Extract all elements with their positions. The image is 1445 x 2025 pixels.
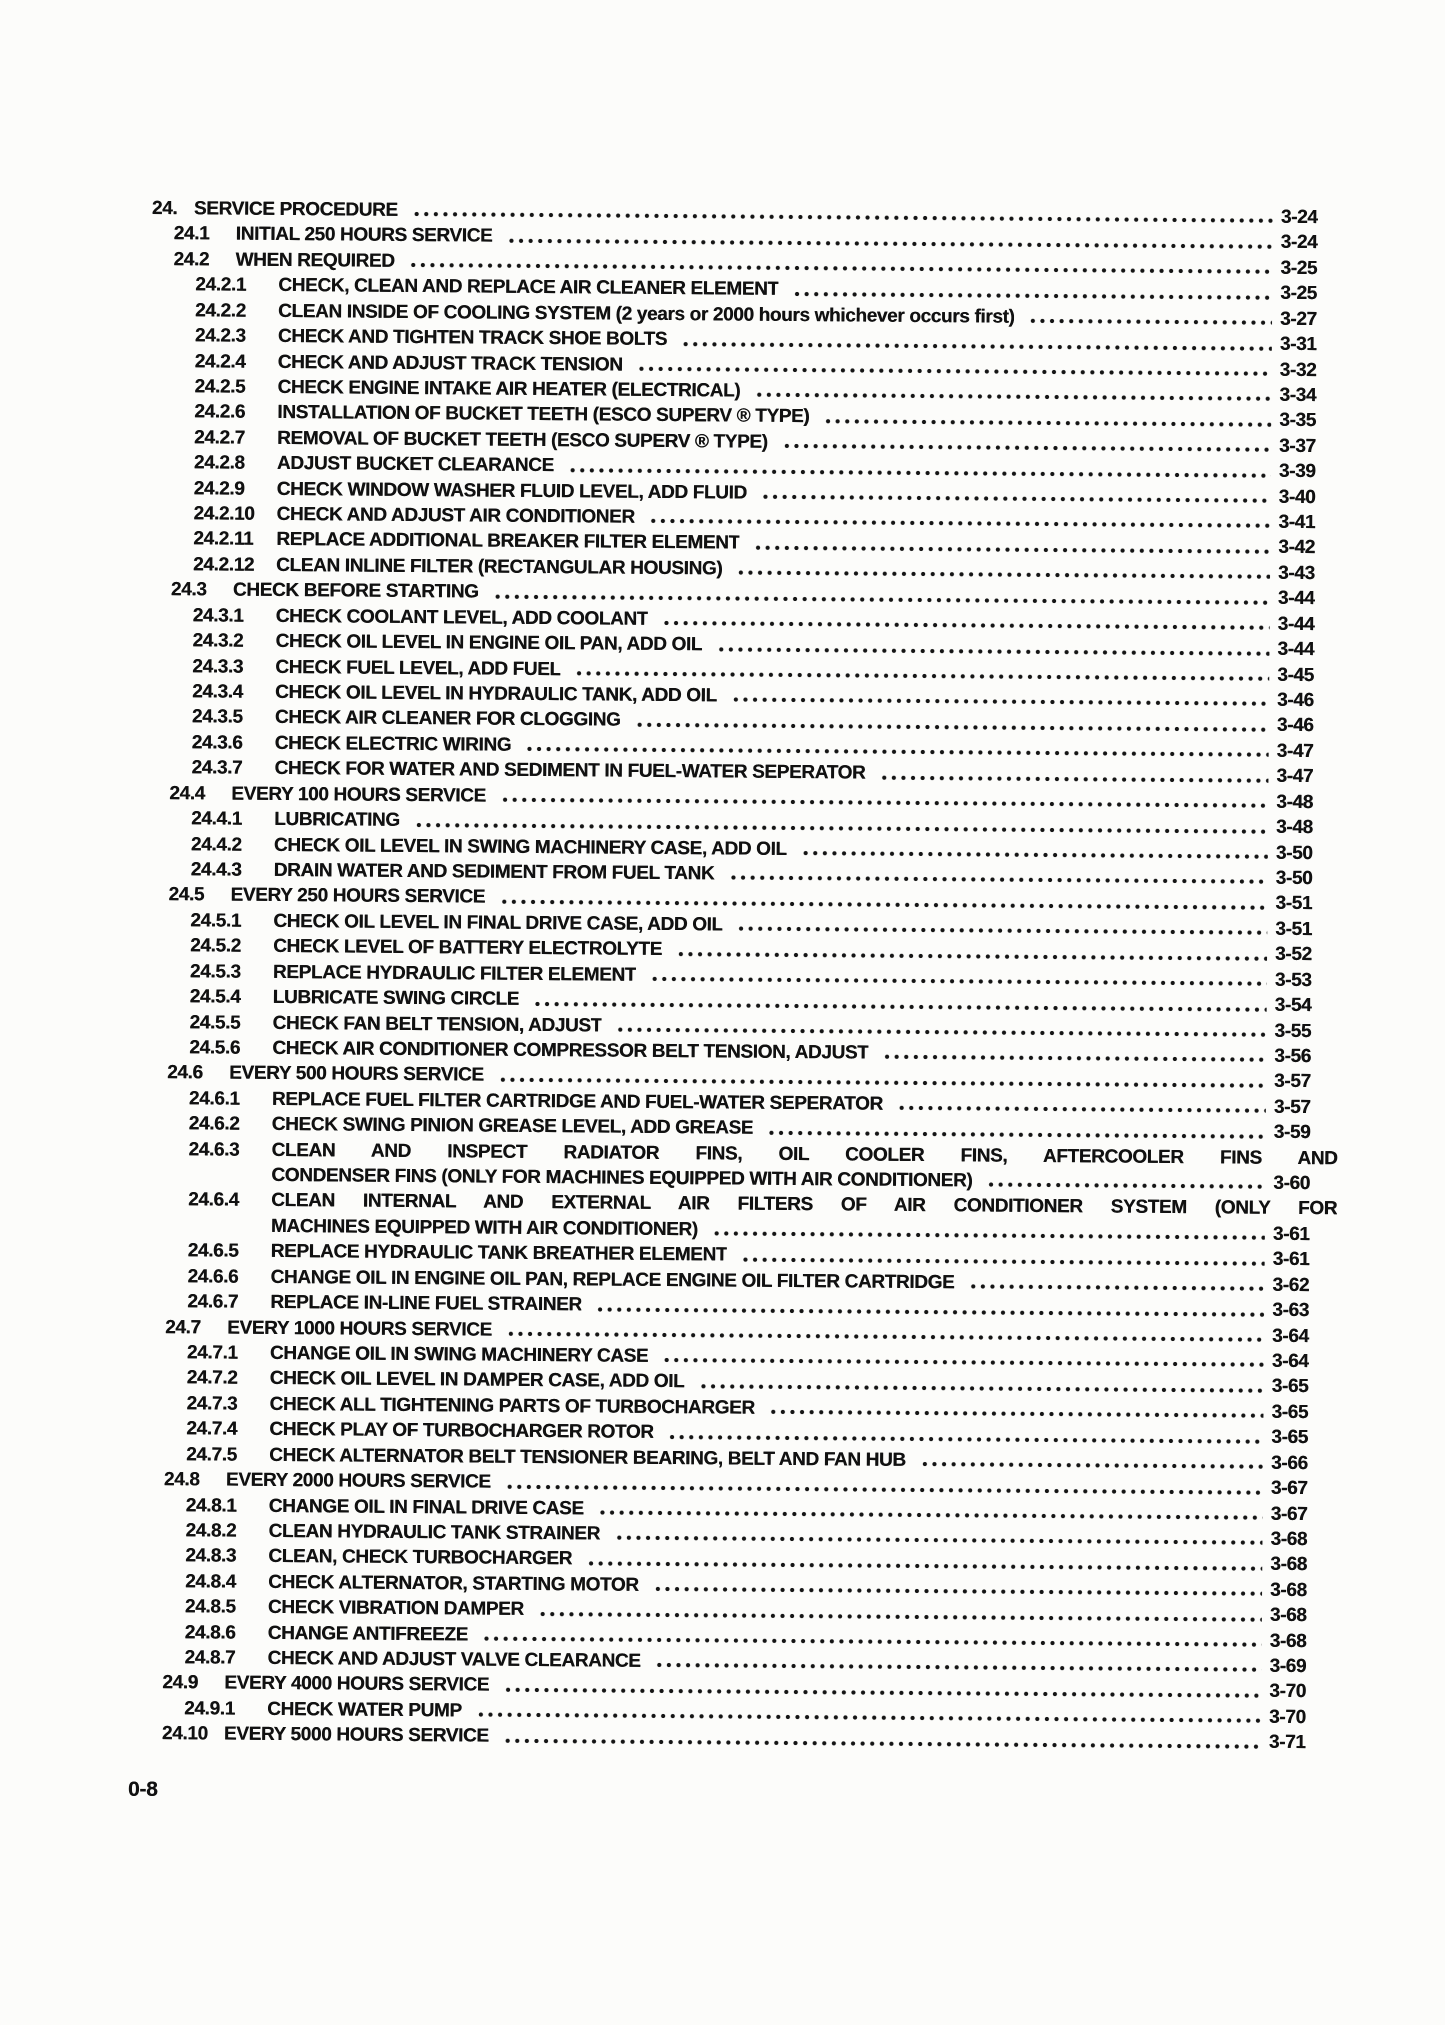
dot-leader: [918, 1461, 1263, 1470]
toc-entry-title: CHECK OIL LEVEL IN FINAL DRIVE CASE, ADD OIL: [273, 910, 723, 936]
toc-entry-number: 24.1: [173, 223, 210, 245]
toc-entry-page: 3-31: [1279, 333, 1317, 356]
toc-entry-number: 24.9.1: [184, 1698, 235, 1720]
toc-entry-page: 3-69: [1269, 1655, 1307, 1678]
dot-leader: [496, 1076, 1266, 1088]
toc-entry-title: INSTALLATION OF BUCKET TEETH (ESCO SUPERV ® TYPE): [277, 402, 810, 428]
toc-entry-page: 3-53: [1274, 969, 1312, 991]
toc-entry-page: 3-65: [1271, 1376, 1309, 1398]
toc-entry-page: 3-25: [1280, 257, 1318, 279]
dot-leader: [729, 697, 1269, 707]
dot-leader: [647, 518, 1271, 529]
toc-entry-title: CLEAN HYDRAULIC TANK STRAINER: [268, 1520, 601, 1545]
dot-leader: [767, 1409, 1264, 1419]
dot-leader: [497, 898, 1267, 910]
toc-entry-title: REPLACE ADDITIONAL BREAKER FILTER ELEMENT: [276, 529, 740, 555]
toc-entry-page: 3-57: [1273, 1071, 1311, 1093]
toc-entry-number: 24.2.7: [194, 427, 245, 449]
toc-entry-title: CHECK FAN BELT TENSION, ADJUST: [272, 1012, 602, 1036]
toc-entry-page: 3-41: [1278, 511, 1316, 534]
dot-leader: [739, 1256, 1265, 1266]
toc-entry-page: 3-32: [1279, 359, 1317, 381]
dot-leader: [503, 1483, 1263, 1495]
toc-entry-title: REPLACE HYDRAULIC FILTER ELEMENT: [272, 961, 637, 986]
toc-entry-title: CLEAN INSIDE OF COOLING SYSTEM (2 years or 2000 hours whichever occurs first): [278, 300, 1015, 328]
toc-entry-title: CHECK OIL LEVEL IN HYDRAULIC TANK, ADD OIL: [275, 681, 717, 707]
toc-entry-number: 24.5.6: [189, 1037, 241, 1059]
toc-entry-title: EVERY 2000 HOURS SERVICE: [225, 1469, 491, 1493]
toc-entry-number: 24.5.1: [190, 910, 242, 932]
toc-entry-page: 3-39: [1278, 461, 1316, 483]
toc-entry-page: 3-65: [1271, 1427, 1309, 1449]
toc-entry-title: CHECK OIL LEVEL IN DAMPER CASE, ADD OIL: [269, 1368, 685, 1393]
toc-entry-title-line2: CONDENSER FINS (ONLY FOR MACHINES EQUIPPED WITH AIR CONDITIONER): [271, 1164, 973, 1192]
toc-entry-number: 24.6.3: [188, 1138, 240, 1161]
dot-leader: [880, 1054, 1266, 1063]
toc-entry-page: 3-62: [1272, 1274, 1310, 1296]
toc-entry-title: EVERY 1000 HOURS SERVICE: [227, 1317, 492, 1341]
toc-entry-page: 3-35: [1279, 410, 1316, 432]
toc-entry-title: INITIAL 250 HOURS SERVICE: [235, 224, 493, 248]
toc-entry-page: 3-61: [1272, 1223, 1310, 1245]
toc-entry-title: EVERY 500 HOURS SERVICE: [229, 1062, 484, 1086]
toc-entry-page: 3-68: [1270, 1528, 1308, 1550]
dot-leader: [410, 211, 1273, 224]
toc-entry-title: CHECK OIL LEVEL IN ENGINE OIL PAN, ADD OIL: [275, 631, 703, 656]
toc-entry-number: 24.7.5: [186, 1443, 237, 1466]
dot-leader: [504, 1331, 1264, 1343]
toc-entry-number: 24.7.3: [186, 1393, 238, 1415]
dot-leader: [614, 1027, 1267, 1038]
toc-entry-title: CHECK OIL LEVEL IN SWING MACHINERY CASE, ADD OIL: [273, 834, 787, 860]
toc-entry-title: DRAIN WATER AND SEDIMENT FROM FUEL TANK: [273, 859, 715, 885]
toc-entry-number: 24.2: [173, 248, 210, 271]
toc-entry-title: CHECK ALTERNATOR, STARTING MOTOR: [268, 1571, 639, 1596]
toc-entry-page: 3-42: [1278, 537, 1315, 559]
toc-entry-title: CHECK AND ADJUST VALVE CLEARANCE: [267, 1647, 641, 1672]
toc-entry-number: 24.6.6: [187, 1265, 239, 1288]
toc-entry-number: 24.8.2: [185, 1520, 237, 1542]
toc-entry-title: CHECK, CLEAN AND REPLACE AIR CLEANER ELEMENT: [278, 275, 779, 301]
toc-entry-title: CHECK COOLANT LEVEL, ADD COOLANT: [275, 605, 649, 630]
toc-entry-number: 24.4.2: [190, 833, 242, 856]
toc-entry-number: 24.3.4: [192, 681, 243, 703]
toc-entry-title-line2: MACHINES EQUIPPED WITH AIR CONDITIONER): [270, 1215, 698, 1241]
toc-entry-page: 3-68: [1270, 1579, 1307, 1601]
dot-leader: [734, 570, 1270, 580]
toc-entry-page: 3-50: [1275, 842, 1313, 864]
toc-entry-number: 24.2.12: [193, 554, 255, 576]
toc-entry-title: SERVICE PROCEDURE: [193, 198, 398, 221]
toc-entry-page: 3-43: [1277, 562, 1315, 584]
dot-leader: [752, 545, 1271, 555]
toc-entry-number: 24.9: [162, 1672, 198, 1694]
toc-entry-number: 24.2.5: [194, 376, 246, 398]
toc-entry-page: 3-47: [1276, 740, 1314, 762]
toc-entry-page: 3-70: [1269, 1681, 1307, 1703]
toc-entry-title: CHECK BEFORE STARTING: [232, 579, 479, 603]
dot-leader: [632, 722, 1268, 733]
dot-leader: [710, 1231, 1265, 1241]
toc-entry-title: CHECK WINDOW WASHER FLUID LEVEL, ADD FLUID: [276, 478, 747, 504]
dot-leader: [780, 443, 1271, 453]
toc-entry-title: EVERY 5000 HOURS SERVICE: [223, 1723, 489, 1747]
toc-entry-page: 3-51: [1275, 893, 1313, 915]
toc-entry-number: 24.2.10: [193, 503, 255, 525]
dot-leader: [490, 593, 1269, 605]
toc-entry-title: CHECK ENGINE INTAKE AIR HEATER (ELECTRICAL): [277, 376, 741, 402]
toc-entry-title: CHECK VIBRATION DAMPER: [267, 1597, 524, 1621]
toc-entry-page: 3-68: [1269, 1604, 1307, 1627]
toc-entry-page: 3-48: [1275, 816, 1313, 839]
toc-entry-number: 24.2.9: [193, 477, 245, 500]
toc-entry-number: 24.2.2: [195, 299, 246, 322]
dot-leader: [504, 238, 1272, 250]
toc-entry-page: 3-66: [1271, 1452, 1308, 1474]
toc-entry-title: CHECK AND TIGHTEN TRACK SHOE BOLTS: [277, 326, 668, 351]
toc-entry-title-line1: CLEAN INTERNAL AND EXTERNAL AIR FILTERS OF AIR CONDITIONER SYSTEM (ONLY FOR: [271, 1190, 1338, 1220]
toc-entry-page: 3-71: [1268, 1732, 1306, 1754]
toc-entry-title: WHEN REQUIRED: [235, 249, 395, 272]
toc-entry-number: 24.6.4: [188, 1189, 239, 1212]
toc-entry-page: 3-64: [1271, 1350, 1309, 1373]
dot-leader: [536, 1611, 1262, 1623]
toc-entry-title: CHANGE OIL IN FINAL DRIVE CASE: [268, 1495, 584, 1519]
toc-entry-number: 24.3.7: [191, 757, 243, 779]
toc-entry-title: EVERY 250 HOURS SERVICE: [230, 884, 486, 908]
dot-leader: [966, 1284, 1264, 1292]
toc-entry-title: CLEAN INLINE FILTER (RECTANGULAR HOUSING): [276, 554, 723, 580]
dot-leader: [412, 822, 1268, 835]
toc-entry-title: REPLACE HYDRAULIC TANK BREATHER ELEMENT: [270, 1241, 728, 1266]
toc-entry-page: 3-67: [1270, 1477, 1308, 1500]
toc-entry-number: 24.8.6: [184, 1621, 236, 1644]
toc-entry-page: 3-25: [1280, 283, 1317, 305]
toc-entry-page: 3-46: [1276, 689, 1314, 712]
toc-entry-title: LUBRICATE SWING CIRCLE: [272, 986, 520, 1010]
toc-entry-number: 24.8.3: [185, 1545, 237, 1567]
dot-leader: [666, 1434, 1264, 1445]
dot-leader: [877, 774, 1268, 783]
toc-entry-page: 3-34: [1279, 384, 1317, 407]
toc-entry-title: CHANGE OIL IN ENGINE OIL PAN, REPLACE ENGINE OIL FILTER CARTRIDGE: [270, 1266, 955, 1293]
dot-leader: [895, 1105, 1266, 1114]
toc-entry-title: CHECK LEVEL OF BATTERY ELECTROLYTE: [273, 936, 663, 961]
toc-entry-page: 3-46: [1276, 715, 1314, 737]
toc-entry-number: 24.6.5: [187, 1240, 239, 1262]
toc-entry-number: 24.2.8: [193, 452, 245, 474]
dot-leader: [984, 1182, 1265, 1190]
toc-entry-number: 24.7: [165, 1316, 201, 1338]
toc-entry-number: 24.2.3: [194, 325, 246, 347]
dot-leader: [660, 620, 1270, 631]
toc-entry-title: CHECK FUEL LEVEL, ADD FUEL: [275, 656, 561, 680]
dot-leader: [759, 494, 1271, 504]
dot-leader: [531, 1000, 1267, 1012]
toc-entry-title: CHECK FOR WATER AND SEDIMENT IN FUEL-WATER SEPERATOR: [274, 758, 866, 784]
toc-entry-page: 3-45: [1277, 664, 1314, 686]
toc-entry-number: 24.3.5: [191, 706, 243, 729]
toc-entry-number: 24.5.5: [189, 1011, 241, 1034]
toc-entry-number: 24.10: [161, 1723, 208, 1745]
toc-entry-page: 3-48: [1276, 791, 1313, 813]
toc-entry-page: 3-27: [1279, 308, 1317, 330]
dot-leader: [501, 1737, 1261, 1749]
dot-leader: [566, 467, 1271, 479]
toc-entry-number: 24.7.2: [186, 1367, 238, 1390]
toc-entry-title-line1: CLEAN AND INSPECT RADIATOR FINS, OIL COOLER FINS, AFTERCOOLER FINS AND: [271, 1139, 1338, 1169]
toc-entry-number: 24.: [151, 197, 178, 220]
dot-leader: [726, 875, 1267, 885]
toc-entry-page: 3-52: [1274, 944, 1312, 966]
dot-leader: [651, 1586, 1262, 1597]
toc-entry-number: 24.6: [167, 1062, 203, 1084]
toc-entry-title: CHECK ALL TIGHTENING PARTS OF TURBOCHARGER: [269, 1393, 755, 1419]
toc-entry-page: 3-40: [1278, 486, 1316, 508]
toc-entry-number: 24.3.1: [192, 605, 244, 627]
toc-entry-page: 3-63: [1272, 1299, 1310, 1322]
dot-leader: [714, 646, 1269, 656]
dot-leader: [474, 1712, 1261, 1724]
toc-entry-page: 3-59: [1273, 1121, 1311, 1144]
toc-entry-title: CHANGE ANTIFREEZE: [267, 1622, 469, 1646]
toc-entry-number: 24.5: [168, 884, 205, 906]
toc-entry-number: 24.5.4: [189, 986, 241, 1008]
dot-leader: [674, 951, 1267, 962]
dot-leader: [791, 291, 1273, 301]
dot-leader: [596, 1509, 1263, 1520]
dot-leader: [584, 1560, 1262, 1571]
toc-entry-title: CLEAN, CHECK TURBOCHARGER: [268, 1546, 573, 1570]
toc-entry-page: 3-70: [1269, 1706, 1306, 1728]
toc-entry-number: 24.7.1: [186, 1342, 238, 1364]
toc-entry-page: 3-50: [1275, 867, 1313, 890]
toc-entry-title: CHECK PLAY OF TURBOCHARGER ROTOR: [269, 1419, 654, 1444]
toc-entry-title: CHECK AND ADJUST AIR CONDITIONER: [276, 503, 635, 528]
toc-entry-title: REPLACE FUEL FILTER CARTRIDGE AND FUEL-WATER SEPERATOR: [271, 1088, 883, 1115]
toc-entry-number: 24.8.7: [184, 1647, 236, 1669]
toc-entry-page: 3-55: [1274, 1020, 1312, 1042]
toc-entry-title: LUBRICATING: [274, 809, 400, 832]
toc-entry-title: CHECK ALTERNATOR BELT TENSIONER BEARING, BELT AND FAN HUB: [269, 1444, 906, 1471]
dot-leader: [752, 392, 1271, 402]
dot-leader: [480, 1636, 1262, 1648]
dot-leader: [660, 1357, 1264, 1368]
scanned-page-content: [0, 195, 1345, 1756]
toc-entry-title: CHECK WATER PUMP: [267, 1698, 462, 1722]
toc-entry-number: 24.5.2: [190, 935, 241, 957]
toc-entry-page: 3-44: [1277, 588, 1315, 610]
toc-entry-number: 24.4: [169, 782, 205, 805]
toc-entry-page: 3-65: [1271, 1401, 1309, 1423]
toc-entry-number: 24.8.1: [185, 1494, 237, 1517]
dot-leader: [594, 1306, 1265, 1317]
toc-entry-number: 24.4.1: [191, 808, 242, 830]
toc-entry-number: 24.4.3: [190, 859, 242, 881]
toc-entry-number: 24.2.11: [193, 528, 254, 551]
toc-entry-number: 24.2.4: [194, 350, 246, 373]
toc-entry-number: 24.6.7: [187, 1291, 239, 1313]
toc-entry-number: 24.2.1: [195, 274, 247, 296]
toc-entry-number: 24.3.6: [191, 732, 243, 754]
toc-entry-page: 3-67: [1270, 1503, 1308, 1525]
toc-entry-page: 3-61: [1272, 1249, 1310, 1271]
toc-entry-title: CHECK ELECTRIC WIRING: [274, 732, 512, 756]
toc-entry-page: 3-44: [1277, 638, 1315, 661]
toc-entry-page: 3-56: [1274, 1045, 1312, 1067]
toc-entry-page: 3-64: [1271, 1325, 1309, 1347]
dot-leader: [573, 670, 1270, 681]
dot-leader: [799, 850, 1268, 860]
toc-entry-title: CHECK AIR CONDITIONER COMPRESSOR BELT TENSION, ADJUST: [272, 1037, 869, 1064]
toc-entry-number: 24.5.3: [189, 960, 241, 983]
toc-entry-page: 3-51: [1275, 918, 1312, 940]
toc-entry-number: 24.3.2: [192, 630, 244, 652]
table-of-contents: [0, 195, 1345, 1756]
dot-leader: [679, 341, 1272, 352]
toc-entry-title: CHECK AND ADJUST TRACK TENSION: [277, 351, 623, 376]
dot-leader: [735, 926, 1268, 936]
toc-entry-page: 3-37: [1278, 435, 1316, 457]
dot-leader: [821, 418, 1271, 428]
toc-entry-title: CHECK SWING PINION GREASE LEVEL, ADD GREASE: [271, 1114, 754, 1139]
toc-entry-number: 24.3: [170, 579, 207, 601]
dot-leader: [635, 366, 1272, 377]
toc-entry-title: EVERY 100 HOURS SERVICE: [231, 783, 486, 807]
toc-entry-number: 24.8: [163, 1469, 200, 1491]
dot-leader: [652, 1662, 1261, 1673]
toc-entry-title: REPLACE IN-LINE FUEL STRAINER: [270, 1292, 582, 1316]
toc-entry-title: CHANGE OIL IN SWING MACHINERY CASE: [269, 1342, 649, 1367]
toc-entry-number: 24.6.1: [188, 1088, 240, 1110]
dot-leader: [648, 976, 1267, 987]
dot-leader: [407, 262, 1273, 275]
dot-leader: [765, 1129, 1266, 1139]
toc-entry-number: 24.6.2: [188, 1113, 240, 1135]
toc-entry-title: CHECK AIR CLEANER FOR CLOGGING: [274, 707, 621, 732]
toc-entry-number: 24.8.4: [185, 1571, 236, 1593]
dot-leader: [498, 797, 1268, 809]
dot-leader: [501, 1687, 1261, 1699]
toc-entry-number: 24.3.3: [192, 655, 244, 678]
toc-entry-title: ADJUST BUCKET CLEARANCE: [276, 453, 554, 477]
toc-entry-page: 3-57: [1273, 1096, 1311, 1118]
toc-entry-number: 24.7.4: [186, 1418, 238, 1440]
toc-entry-page: 3-68: [1269, 1630, 1307, 1652]
page-footer-number: 0-8: [128, 1778, 158, 1801]
dot-leader: [1026, 318, 1272, 326]
toc-entry-page: 3-68: [1270, 1554, 1308, 1576]
toc-entry-page: 3-24: [1280, 232, 1318, 254]
dot-leader: [523, 746, 1269, 758]
toc-entry-number: 24.2.6: [194, 401, 246, 424]
toc-entry-number: 24.8.5: [184, 1596, 236, 1618]
toc-entry-page: 3-54: [1274, 994, 1312, 1017]
toc-entry-title: EVERY 4000 HOURS SERVICE: [224, 1673, 490, 1697]
dot-leader: [612, 1535, 1263, 1546]
toc-entry-title: REMOVAL OF BUCKET TEETH (ESCO SUPERV ® TYPE): [277, 427, 768, 453]
toc-entry-page: 3-60: [1273, 1172, 1311, 1195]
toc-entry-page: 3-44: [1277, 613, 1315, 635]
dot-leader: [696, 1383, 1263, 1393]
toc-entry-page: 3-47: [1276, 766, 1314, 788]
toc-entry-page: 3-24: [1280, 206, 1318, 229]
